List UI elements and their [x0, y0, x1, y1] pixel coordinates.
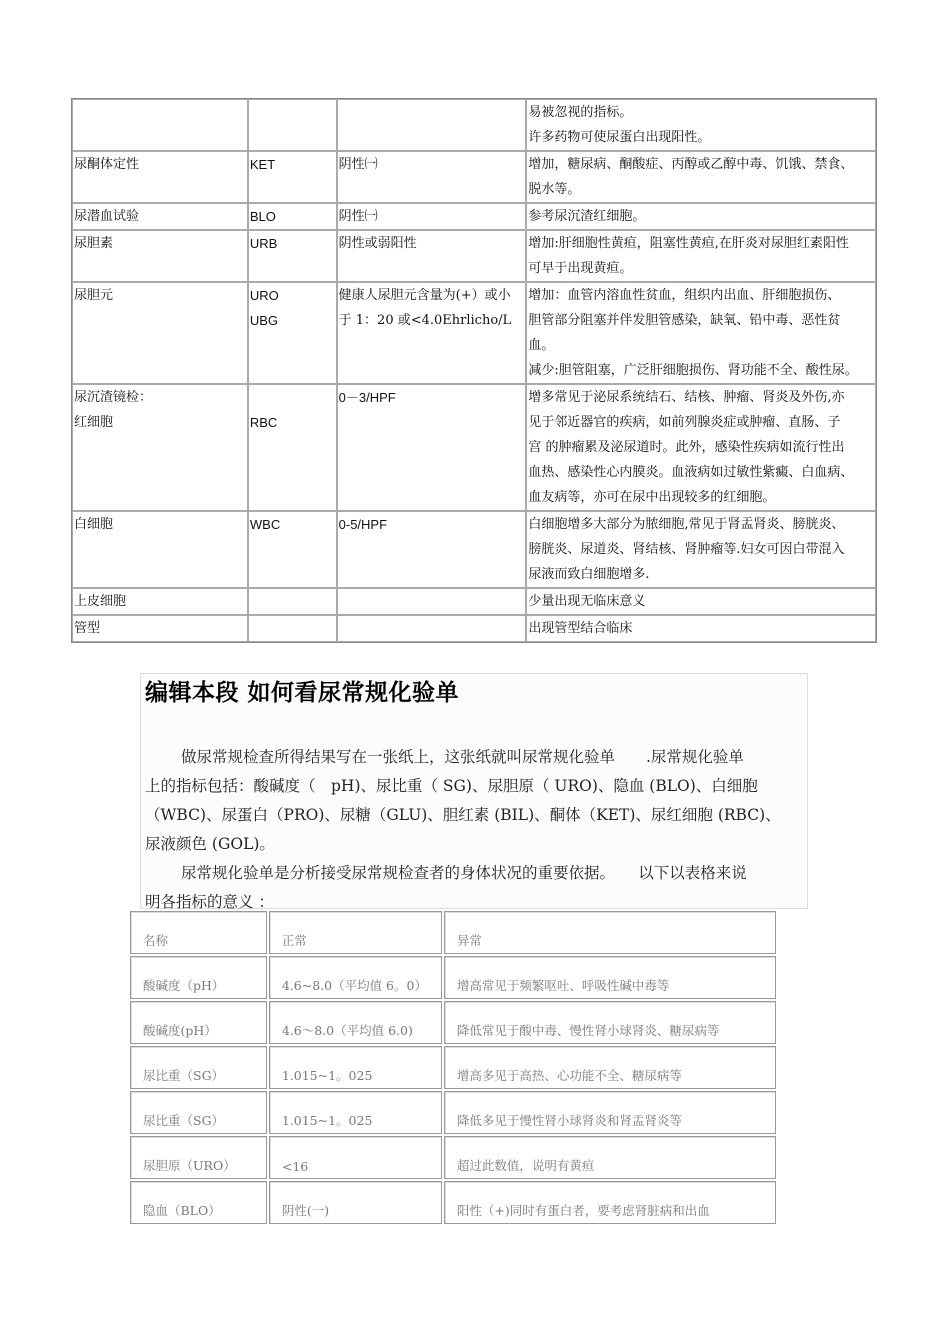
- body-line: 明各指标的意义 ：: [145, 893, 274, 911]
- cell-line: 尿沉渣镜检：: [74, 390, 153, 405]
- cell-line: 血友病等，亦可在尿中出现较多的红细胞。: [528, 490, 776, 505]
- normal-cell: [337, 384, 527, 511]
- cell-line: [250, 385, 335, 410]
- cell-line: [74, 100, 246, 125]
- abnormal-cell: 降低常见于酸中毒、慢性肾小球肾炎、糖尿病等: [444, 1001, 776, 1044]
- normal-cell: [337, 588, 527, 615]
- normal-cell: 4.6～8.0（平均值 6.0): [269, 1001, 442, 1044]
- note-cell: [526, 230, 876, 282]
- cell-line: UBG: [249, 313, 279, 328]
- table-row: [130, 1136, 776, 1179]
- abnormal-cell: 阳性（+)同时有蛋白者，要考虑肾脏病和出血: [444, 1181, 776, 1224]
- header-cell: 正常: [269, 911, 442, 954]
- code-cell: [248, 615, 337, 642]
- cell-line: 尿胆元: [74, 288, 114, 303]
- body-line: 做尿常规检查所得结果写在一张纸上，这张纸就叫尿常规化验单 .尿常规化验单: [181, 748, 744, 766]
- cell-line: 血。: [528, 338, 555, 353]
- note-cell: [526, 615, 876, 642]
- cell-line: 红细胞: [74, 415, 114, 430]
- table-row: [130, 956, 776, 999]
- cell-line: 0-5/HPF: [338, 517, 388, 532]
- table-row: [72, 511, 876, 588]
- table-row: [130, 1001, 776, 1044]
- normal-cell: 1.015~1。025: [269, 1091, 442, 1134]
- cell-line: WBC: [249, 517, 281, 532]
- body-line: （WBC)、尿蛋白（PRO)、尿糖（GLU)、胆红素 (BIL)、酮体（KET)、尿红细胞 (RBC)、: [145, 806, 781, 824]
- cell-line: 阴性㈠: [338, 157, 378, 172]
- cell-line: 增加，糖尿病、酮酸症、丙醇或乙醇中毒、饥饿、禁食、: [528, 157, 854, 172]
- cell-line: 脱水等。: [528, 182, 581, 197]
- normal-cell: 阴性(一): [269, 1181, 442, 1224]
- cell-line: 健康人尿胆元含量为(+）或小: [338, 288, 511, 303]
- cell-line: [339, 100, 525, 125]
- cell-line: KET: [249, 157, 276, 172]
- cell-line: 可早于出现黄疸。: [528, 261, 633, 276]
- name-cell: [72, 511, 248, 588]
- cell-line: 白细胞: [74, 517, 114, 532]
- normal-cell: [337, 151, 527, 203]
- normal-cell: [337, 615, 527, 642]
- indicator-table: [71, 98, 877, 643]
- abnormal-cell: 增高常见于频繁呕吐、呼吸性碱中毒等: [444, 956, 776, 999]
- cell-line: URO: [249, 288, 279, 303]
- cell-line: BLO: [249, 209, 276, 224]
- code-cell: [248, 511, 337, 588]
- cell-line: 阴性或弱阳性: [338, 236, 417, 251]
- cell-line: 阴性㈠: [338, 209, 378, 224]
- name-cell: [72, 230, 248, 282]
- cell-line: 白细胞增多大部分为脓细胞,常见于肾盂肾炎、膀胱炎、: [528, 517, 845, 532]
- body-line: 尿液颜色 (GOL)。: [145, 835, 275, 853]
- code-cell: [248, 230, 337, 282]
- cell-line: 减少:胆管阻塞，广泛肝细胞损伤、肾功能不全、酸性尿。: [528, 363, 858, 378]
- abnormal-cell: 降低多见于慢性肾小球肾炎和肾盂肾炎等: [444, 1091, 776, 1134]
- code-cell: [248, 384, 337, 511]
- cell-line: 许多药物可使尿蛋白出现阳性。: [528, 130, 711, 145]
- normal-cell: 1.015~1。025: [269, 1046, 442, 1089]
- table-row: [72, 615, 876, 642]
- name-cell: [72, 282, 248, 384]
- table-row: [130, 1181, 776, 1224]
- note-cell: [526, 282, 876, 384]
- cell-line: 增加:肝细胞性黄疸，阻塞性黄疸,在肝炎对尿胆红素阳性: [528, 236, 849, 251]
- code-cell: [248, 282, 337, 384]
- cell-line: URB: [249, 236, 278, 251]
- table-header-row: [130, 911, 776, 954]
- cell-line: 增多常见于泌尿系统结石、结核、肿瘤、肾炎及外伤,亦: [528, 390, 845, 405]
- cell-line: [339, 616, 525, 641]
- table-row: [130, 1091, 776, 1134]
- name-cell: 酸碱度(pH）: [130, 1001, 267, 1044]
- reference-table: [128, 909, 778, 1226]
- code-cell: [248, 203, 337, 230]
- cell-line: 尿胆素: [74, 236, 114, 251]
- code-cell: [248, 151, 337, 203]
- normal-cell: [337, 203, 527, 230]
- normal-cell: <16: [269, 1136, 442, 1179]
- name-cell: 尿胆原（URO）: [130, 1136, 267, 1179]
- normal-cell: 4.6~8.0（平均值 6。0）: [269, 956, 442, 999]
- cell-line: 出现管型结合临床: [528, 621, 633, 636]
- cell-line: 见于邻近器官的疾病，如前列腺炎症或肿瘤、直肠、子: [528, 415, 841, 430]
- normal-cell: [337, 511, 527, 588]
- normal-cell: [337, 99, 527, 151]
- abnormal-cell: 超过此数值，说明有黄疸: [444, 1136, 776, 1179]
- cell-line: [250, 100, 335, 125]
- table-row: [72, 99, 876, 151]
- cell-line: 胆管部分阻塞并伴发胆管感染，缺氧、铅中毒、恶性贫: [528, 313, 841, 328]
- cell-line: 宫 的肿瘤累及泌尿道时。此外，感染性疾病如流行性出: [528, 440, 845, 455]
- table-row: [72, 588, 876, 615]
- cell-line: 增加：血管内溶血性贫血，组织内出血、肝细胞损伤、: [528, 288, 841, 303]
- name-cell: [72, 203, 248, 230]
- cell-line: [339, 589, 525, 614]
- table-row: [72, 151, 876, 203]
- cell-line: 尿酮体定性: [74, 157, 140, 172]
- note-cell: [526, 588, 876, 615]
- cell-line: 膀胱炎、尿道炎、肾结核、肾肿瘤等.妇女可因白带混入: [528, 542, 845, 557]
- section-body: [145, 743, 805, 917]
- table-row: [72, 384, 876, 511]
- normal-cell: [337, 230, 527, 282]
- cell-line: 尿液而致白细胞增多.: [528, 567, 650, 582]
- name-cell: 尿比重（SG）: [130, 1091, 267, 1134]
- name-cell: 尿比重（SG）: [130, 1046, 267, 1089]
- body-line: 尿常规化验单是分析接受尿常规检查者的身体状况的重要依据。 以下以表格来说: [181, 864, 747, 882]
- section-title: 编辑本段 如何看尿常规化验单: [145, 680, 460, 706]
- note-cell: [526, 203, 876, 230]
- name-cell: [72, 99, 248, 151]
- section-box: [140, 673, 808, 909]
- name-cell: [72, 384, 248, 511]
- cell-line: [250, 589, 335, 614]
- cell-line: 少量出现无临床意义: [528, 594, 646, 609]
- cell-line: 管型: [74, 621, 101, 636]
- cell-line: [250, 616, 335, 641]
- cell-line: 于 1：20 或<4.0Ehrlicho/L: [338, 313, 512, 328]
- header-cell: 异常: [444, 911, 776, 954]
- note-cell: [526, 99, 876, 151]
- cell-line: 血热、感染性心内膜炎。血液病如过敏性紫癜、白血病、: [528, 465, 854, 480]
- abnormal-cell: 增高多见于高热、心功能不全、糖尿病等: [444, 1046, 776, 1089]
- cell-line: 0－3/HPF: [338, 390, 396, 405]
- note-cell: [526, 384, 876, 511]
- cell-line: 参考尿沉渣红细胞。: [528, 209, 646, 224]
- cell-line: RBC: [249, 415, 278, 430]
- name-cell: 酸碱度（pH）: [130, 956, 267, 999]
- note-cell: [526, 151, 876, 203]
- cell-line: 易被忽视的指标。: [528, 105, 633, 120]
- table-row: [72, 203, 876, 230]
- name-cell: [72, 151, 248, 203]
- normal-cell: [337, 282, 527, 384]
- cell-line: 尿潜血试验: [74, 209, 140, 224]
- code-cell: [248, 99, 337, 151]
- cell-line: 上皮细胞: [74, 594, 127, 609]
- code-cell: [248, 588, 337, 615]
- table-row: [72, 282, 876, 384]
- header-cell: 名称: [130, 911, 267, 954]
- name-cell: [72, 615, 248, 642]
- table-row: [72, 230, 876, 282]
- name-cell: 隐血（BLO）: [130, 1181, 267, 1224]
- note-cell: [526, 511, 876, 588]
- table-row: [130, 1046, 776, 1089]
- body-line: 上的指标包括：酸碱度（ pH)、尿比重（ SG)、尿胆原（ URO)、隐血 (BLO)、白细胞: [145, 777, 758, 795]
- name-cell: [72, 588, 248, 615]
